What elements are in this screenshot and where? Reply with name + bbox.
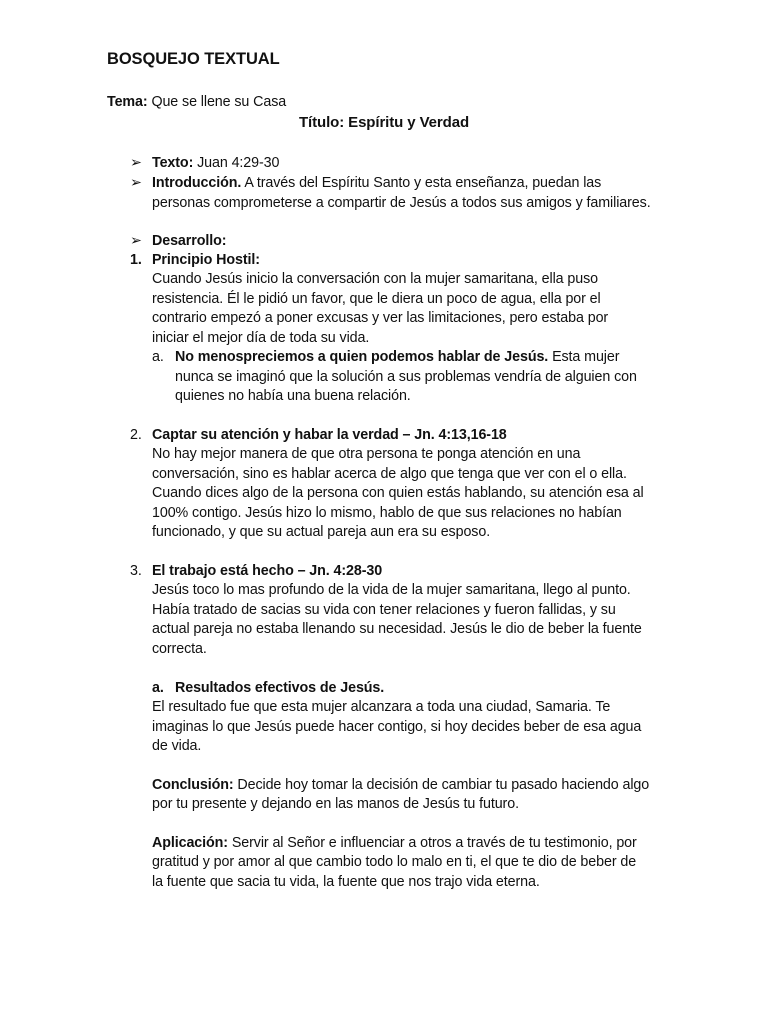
aplicacion-text: Servir al Señor e influenciar a otros a través de tu testimonio, por <box>231 835 637 851</box>
paragraph-line: la fuente que sacia tu vida, la fuente que nos trajo vida eterna. <box>152 874 540 890</box>
aplicacion-line <box>152 833 637 853</box>
aplicacion-label: Aplicación: <box>152 835 228 851</box>
sermon-title: Título: Espíritu y Verdad <box>298 114 470 131</box>
paragraph-line: resistencia. Él le pidió un favor, que le diera un poco de agua, ella por el <box>152 291 601 307</box>
paragraph-line: imaginas lo que Jesús puede hacer contigo, si hoy decides beber de esa agua <box>152 719 642 735</box>
sub-letter: a. <box>152 680 164 696</box>
sub-heading: Resultados efectivos de Jesús. <box>175 680 385 696</box>
section-heading: Principio Hostil: <box>152 252 260 268</box>
paragraph-line: Cuando Jesús inicio la conversación con la mujer samaritana, ella puso <box>152 271 598 287</box>
conclusion-line <box>152 775 649 795</box>
section-heading: Captar su atención y habar la verdad – Jn. 4:13,16-18 <box>152 427 507 443</box>
introduccion-label: Introducción. <box>152 175 242 191</box>
section-number: 1. <box>130 252 142 268</box>
paragraph-line: Jesús toco lo mas profundo de la vida de la mujer samaritana, llego al punto. <box>152 582 631 598</box>
paragraph-line: correcta. <box>152 641 207 657</box>
paragraph-line: nunca se imaginó que la solución a sus problemas vendría de alguien con <box>175 369 637 385</box>
paragraph-line: 100% contigo. Jesús hizo lo mismo, hablo de que sus relaciones no habían <box>152 505 622 521</box>
paragraph-line: por tu presente y dejando en las manos de Jesús tu futuro. <box>152 796 519 812</box>
introduccion-line <box>152 173 601 193</box>
paragraph-line: El resultado fue que esta mujer alcanzara a toda una ciudad, Samaria. Te <box>152 699 611 715</box>
paragraph-line: Cuando dices algo de la persona con quien estás hablando, su atención esa al <box>152 485 644 501</box>
sub-line <box>175 347 619 367</box>
paragraph-line: gratitud y por amor al que cambio todo lo malo en ti, el que te dio de beber de <box>152 854 637 870</box>
sub-text: Esta mujer <box>552 349 620 365</box>
paragraph-line: funcionado, y que su actual pareja aun era su esposo. <box>152 524 491 540</box>
section-heading: El trabajo está hecho – Jn. 4:28-30 <box>152 563 383 579</box>
sub-letter: a. <box>152 349 164 365</box>
paragraph-line: quienes no había una buena relación. <box>175 388 411 404</box>
section-number: 2. <box>130 427 142 443</box>
texto-label: Texto: <box>152 155 194 171</box>
texto-value: Juan 4:29-30 <box>197 155 280 171</box>
paragraph-line: iniciar el mejor día de toda su vida. <box>152 330 370 346</box>
conclusion-label: Conclusión: <box>152 777 234 793</box>
introduccion-text: personas comprometerse a compartir de Jesús a todos sus amigos y familiares. <box>152 195 651 211</box>
desarrollo-label: Desarrollo: <box>152 233 227 249</box>
tema-value: Que se llene su Casa <box>151 94 287 110</box>
paragraph-line: contrario empezó a poner excusas y ver las limitaciones, pero estaba por <box>152 310 609 326</box>
bullet-marker: ➢ <box>130 155 142 171</box>
bullet-marker: ➢ <box>130 233 142 249</box>
paragraph-line: Había tratado de sacias su vida con tener relaciones y fueron fallidas, y su <box>152 602 616 618</box>
section-number: 3. <box>130 563 142 579</box>
document-title: BOSQUEJO TEXTUAL <box>107 50 280 68</box>
paragraph-line: actual pareja no estaba llenando su necesidad. Jesús le dio de beber la fuente <box>152 621 642 637</box>
paragraph-line: conversación, sino es hablar acerca de algo que tenga que ver con el o ella. <box>152 466 627 482</box>
paragraph-line: de vida. <box>152 738 202 754</box>
sub-heading: No menospreciemos a quien podemos hablar de Jesús. <box>175 349 549 365</box>
conclusion-text: Decide hoy tomar la decisión de cambiar tu pasado haciendo algo <box>237 777 650 793</box>
tema-label: Tema: <box>107 94 148 110</box>
paragraph-line: No hay mejor manera de que otra persona te ponga atención en una <box>152 446 581 462</box>
bullet-marker: ➢ <box>130 175 142 191</box>
tema-line <box>107 92 286 112</box>
introduccion-text: A través del Espíritu Santo y esta enseñanza, puedan las <box>244 175 602 191</box>
texto-line <box>152 153 279 173</box>
